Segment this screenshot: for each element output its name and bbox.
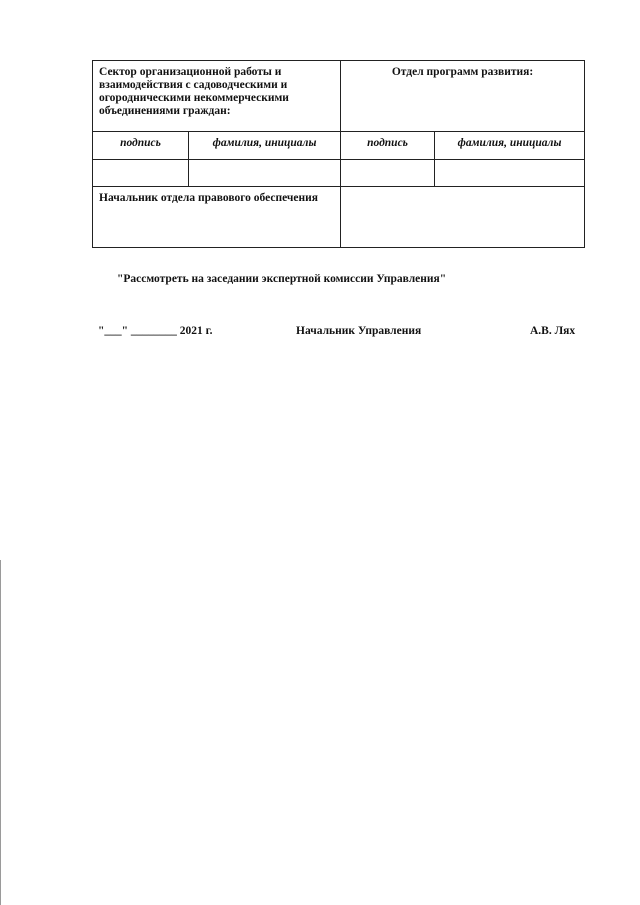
dept-programs-cell: [341, 61, 585, 132]
approval-header-row: [93, 61, 585, 132]
date-line: "___" ________ 2021 г.: [98, 325, 213, 337]
legal-head-label: Начальник отдела правового обеспечения: [99, 192, 318, 204]
org-sector-cell: [93, 61, 341, 132]
signature-caption: подпись: [93, 132, 189, 160]
signature-blank-row: [93, 160, 585, 187]
name-field: [435, 160, 585, 187]
org-sector-label: Сектор организационной работы и взаимодействия с садоводческими и огородническими некоммерческими объединениями граждан:: [99, 66, 289, 117]
chief-name: А.В. Лях: [530, 325, 576, 337]
legal-head-cell: [93, 187, 341, 248]
legal-signature-cell: [341, 187, 585, 248]
name-caption: фамилия, инициалы: [435, 132, 585, 160]
name-field: [189, 160, 341, 187]
chief-title: Начальник Управления: [296, 325, 422, 337]
consider-resolution: "Рассмотреть на заседании экспертной комиссии Управления": [117, 273, 447, 285]
dept-programs-label: Отдел программ развития:: [391, 66, 534, 78]
caption-row: [93, 132, 585, 160]
signature-field: [93, 160, 189, 187]
signature-caption: подпись: [341, 132, 435, 160]
approval-table: [92, 60, 585, 248]
name-caption: фамилия, инициалы: [189, 132, 341, 160]
scan-edge-line: [0, 560, 1, 905]
signature-field: [341, 160, 435, 187]
legal-row: [93, 187, 585, 248]
